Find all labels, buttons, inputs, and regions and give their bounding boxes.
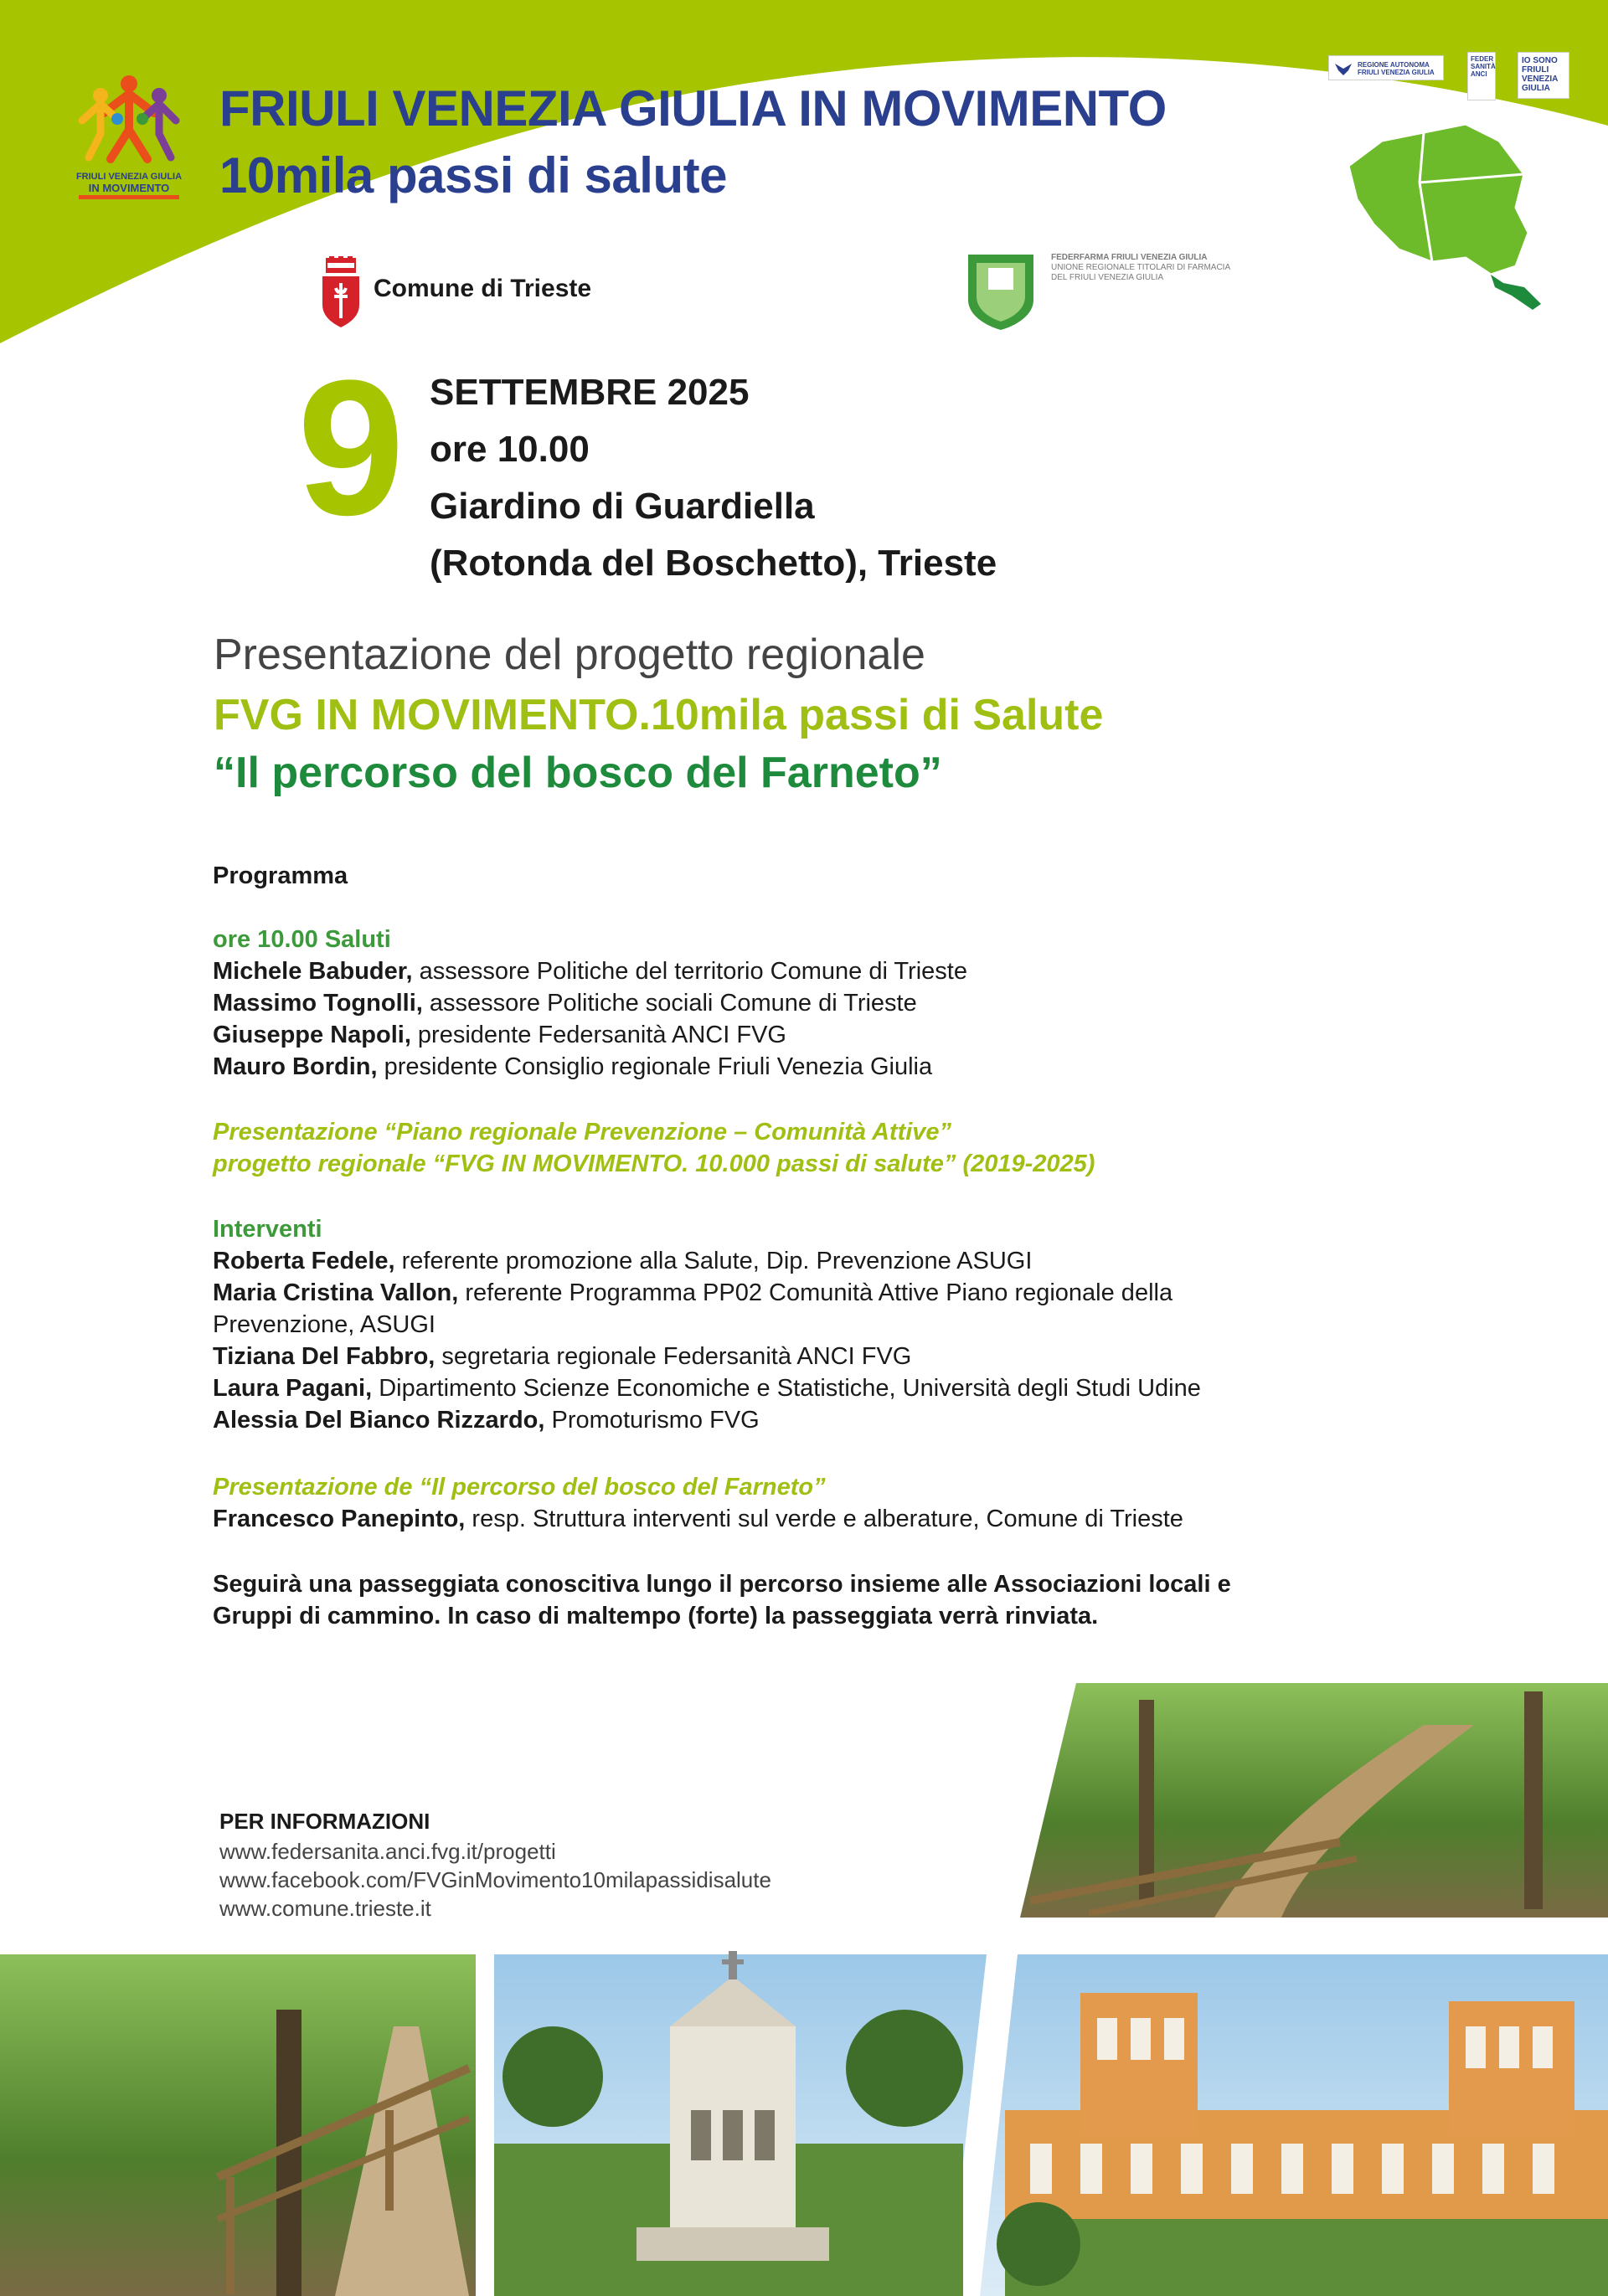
- photo-collage: [0, 1675, 1608, 2296]
- fvg-in-movimento-logo: [70, 67, 188, 201]
- speaker-row-continuation: Prevenzione, ASUGI: [213, 1311, 436, 1338]
- route-name: “Il percorso del bosco del Farneto”: [214, 749, 942, 797]
- fvg-region-map: [1332, 116, 1549, 317]
- forest-walk-photo: [0, 1954, 476, 2296]
- info-link-comune[interactable]: www.comune.trieste.it: [219, 1896, 431, 1921]
- speaker-row: Massimo Tognolli, assessore Politiche sociali Comune di Trieste: [213, 990, 917, 1017]
- speaker-row: Michele Babuder, assessore Politiche del territorio Comune di Trieste: [213, 958, 967, 985]
- regione-logo: [1328, 55, 1444, 80]
- villa-photo: [980, 1954, 1608, 2296]
- federfarma-text: [1051, 253, 1244, 283]
- forest-path-photo: [1020, 1683, 1608, 1918]
- interventi-heading: Interventi: [213, 1216, 322, 1243]
- federsanita-logo-text: FEDER SANITÀ ANCI: [1471, 55, 1496, 78]
- federsanita-logo: [1467, 52, 1496, 100]
- logo-caption-2: IN MOVIMENTO: [88, 182, 170, 194]
- presentation-piano-line2: progetto regionale “FVG IN MOVIMENTO. 10.000 passi di salute” (2019-2025): [213, 1151, 1095, 1177]
- event-place: Giardino di Guardiella: [430, 486, 815, 527]
- page-subtitle: 10mila passi di salute: [219, 147, 727, 203]
- presentation-piano-line1: Presentazione “Piano regionale Prevenzione – Comunità Attive”: [213, 1119, 952, 1145]
- speaker-row: Tiziana Del Fabbro, segretaria regionale Federsanità ANCI FVG: [213, 1343, 912, 1370]
- project-name: FVG IN MOVIMENTO.10mila passi di Salute: [214, 691, 1104, 739]
- speaker-row: Mauro Bordin, presidente Consiglio regionale Friuli Venezia Giulia: [213, 1053, 933, 1080]
- speaker-row: Francesco Panepinto, resp. Struttura interventi sul verde e alberature, Comune di Trieste: [213, 1506, 1183, 1532]
- event-day-number: 9: [297, 340, 405, 555]
- program-heading: Programma: [213, 862, 348, 889]
- speaker-row: Giuseppe Napoli, presidente Federsanità ANCI FVG: [213, 1022, 786, 1048]
- io-sono-logo-text: IO SONO FRIULI VENEZIA GIULIA: [1522, 56, 1558, 93]
- closing-note-line1: Seguirà una passeggiata conoscitiva lungo il percorso insieme alle Associazioni locali e: [213, 1571, 1231, 1598]
- logo-caption-1: FRIULI VENEZIA GIULIA: [75, 172, 183, 182]
- running-people-icon: [70, 67, 188, 167]
- speaker-row: Laura Pagani, Dipartimento Scienze Economiche e Statistiche, Università degli Studi Udine: [213, 1375, 1201, 1402]
- info-title: PER INFORMAZIONI: [219, 1809, 430, 1834]
- event-month-year: SETTEMBRE 2025: [430, 372, 750, 413]
- federfarma-name: FEDERFARMA FRIULI VENEZIA GIULIA: [1051, 253, 1208, 262]
- trieste-crest-icon: [321, 256, 361, 328]
- logo-underline: [79, 195, 179, 199]
- church-photo: [494, 1951, 987, 2296]
- eagle-icon: [1333, 59, 1353, 77]
- regione-logo-text: REGIONE AUTONOMA FRIULI VENEZIA GIULIA: [1358, 61, 1435, 76]
- info-link-federsanita[interactable]: www.federsanita.anci.fvg.it/progetti: [219, 1839, 556, 1864]
- event-time: ore 10.00: [430, 429, 590, 470]
- speaker-row: Roberta Fedele, referente promozione alla Salute, Dip. Prevenzione ASUGI: [213, 1248, 1033, 1274]
- saluti-heading: ore 10.00 Saluti: [213, 926, 391, 953]
- federfarma-shield-icon: [963, 250, 1038, 333]
- presentation-heading: Presentazione del progetto regionale: [214, 631, 925, 679]
- event-place-detail: (Rotonda del Boschetto), Trieste: [430, 543, 997, 584]
- io-sono-fvg-logo: [1518, 52, 1569, 99]
- speaker-row: Alessia Del Bianco Rizzardo, Promoturismo FVG: [213, 1407, 760, 1434]
- federfarma-subtitle: UNIONE REGIONALE TITOLARI DI FARMACIA DEL FRIULI VENEZIA GIULIA: [1051, 263, 1230, 282]
- closing-note-line2: Gruppi di cammino. In caso di maltempo (forte) la passeggiata verrà rinviata.: [213, 1603, 1099, 1629]
- presentation-farneto: Presentazione de “Il percorso del bosco del Farneto”: [213, 1474, 826, 1501]
- speaker-row: Maria Cristina Vallon, referente Programma PP02 Comunità Attive Piano regionale della: [213, 1279, 1173, 1306]
- info-link-facebook[interactable]: www.facebook.com/FVGinMovimento10milapassidisalute: [219, 1867, 771, 1892]
- page-title: FRIULI VENEZIA GIULIA IN MOVIMENTO: [219, 80, 1167, 136]
- comune-trieste-label: Comune di Trieste: [374, 275, 592, 302]
